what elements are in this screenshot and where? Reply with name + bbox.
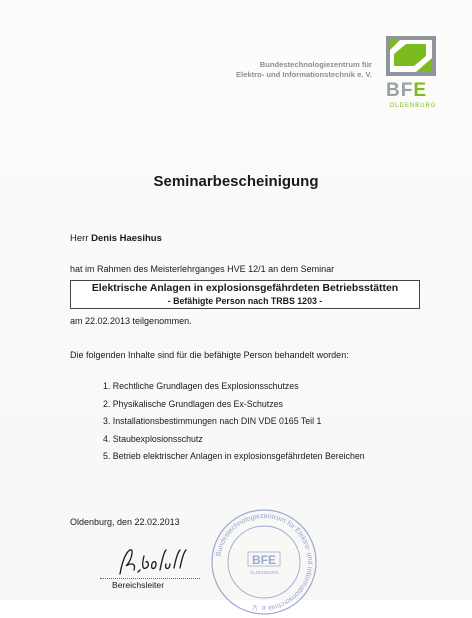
place-date: Oldenburg, den 22.02.2013 — [70, 517, 180, 527]
bfe-wordmark-e: E — [413, 80, 428, 101]
bfe-wordmark-bf: BF — [386, 80, 414, 101]
course-subtitle: - Befähigte Person nach TRBS 1203 - — [167, 296, 323, 306]
signer-role: Bereichsleiter — [112, 580, 165, 590]
salutation — [70, 233, 162, 244]
organization-line-2: Elektro- und Informationstechnik e. V. — [235, 70, 372, 79]
stamp-seal-icon — [208, 506, 320, 618]
salutation-prefix: Herr — [70, 233, 89, 244]
svg-text:Bundestechnologiezentrum für E: Bundestechnologiezentrum für Elektro- und Informationstechnik e. V. — [215, 512, 314, 612]
svg-text:OLDENBURG: OLDENBURG — [249, 570, 279, 575]
signature-icon — [112, 544, 192, 580]
list-item: 4. Staubexplosionsschutz — [103, 433, 203, 444]
list-item: 1. Rechtliche Grundlagen des Explosionsschutzes — [103, 381, 299, 391]
logo-city: OLDENBURG — [389, 103, 437, 109]
contents-list — [103, 381, 365, 469]
signature-line — [100, 578, 200, 579]
list-item: 3. Installationsbestimmungen nach DIN VDE 0165 Teil 1 — [103, 416, 322, 426]
faint-header-bleed — [70, 6, 330, 20]
course-title: Elektrische Anlagen in explosionsgefährdeten Betriebsstätten — [91, 283, 399, 294]
document-title: Seminarbescheinigung — [153, 173, 319, 190]
organization-line-1: Bundestechnologiezentrum für — [259, 60, 372, 69]
participation-text: am 22.02.2013 teilgenommen. — [70, 316, 192, 326]
intro-text: hat im Rahmen des Meisterlehrganges HVE 12/1 an dem Seminar — [70, 264, 335, 274]
contents-intro: Die folgenden Inhalte sind für die befähigte Person behandelt worden: — [70, 350, 349, 360]
organization-name — [232, 60, 372, 80]
recipient-name: Denis Haesihus — [91, 233, 162, 244]
bfe-wordmark — [386, 80, 438, 102]
svg-text:BFE: BFE — [252, 553, 276, 567]
course-box — [70, 280, 420, 309]
list-item: 5. Betrieb elektrischer Anlagen in explosionsgefährdeten Bereichen — [103, 451, 365, 461]
list-item: 2. Physikalische Grundlagen des Ex-Schutzes — [103, 398, 283, 409]
